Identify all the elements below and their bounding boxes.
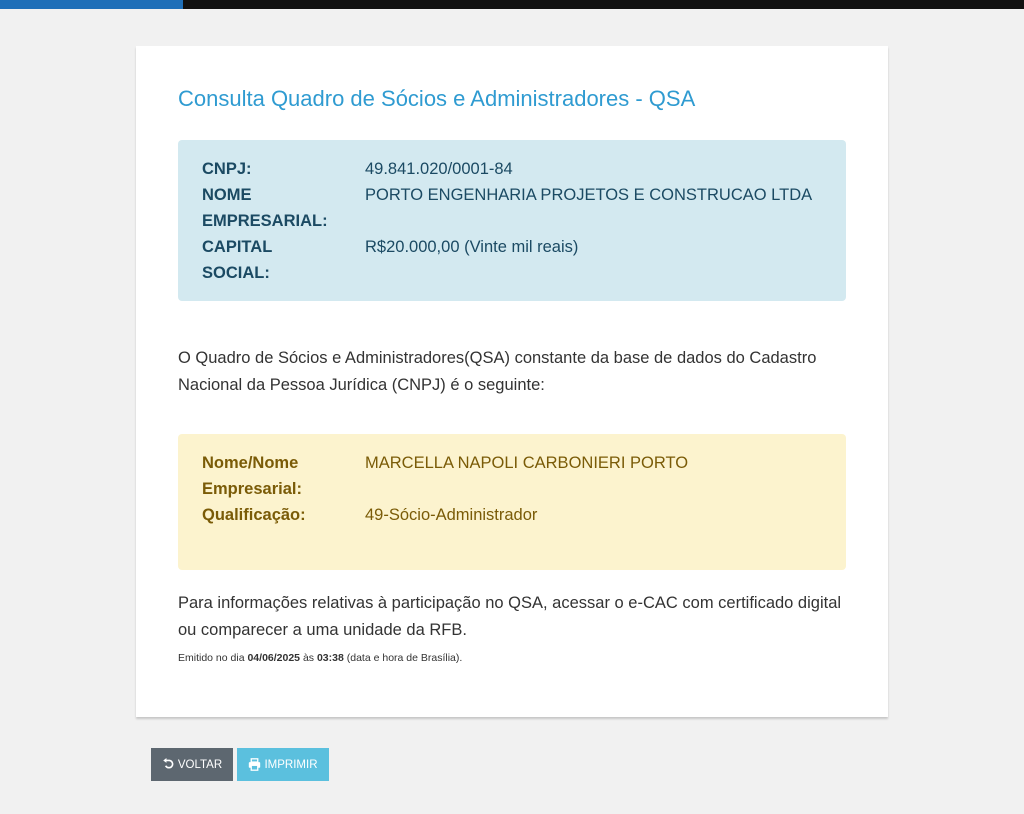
info-text: Para informações relativas à participação no QSA, acessar o e-CAC com certificado digital ou comparecer a uma unidade da RFB. — [178, 594, 842, 639]
partner-name-value: MARCELLA NAPOLI CARBONIERI PORTO — [365, 454, 689, 472]
company-info-box — [178, 140, 846, 301]
company-name-label — [202, 182, 342, 234]
partner-name-label-line2: Empresarial: — [202, 480, 302, 498]
partner-qualification-label: Qualificação: — [202, 506, 306, 524]
print-button[interactable] — [237, 748, 329, 781]
emitted-timestamp — [178, 652, 462, 664]
page-title: Consulta Quadro de Sócios e Administradores - QSA — [178, 86, 696, 111]
cnpj-value: 49.841.020/0001-84 — [365, 160, 513, 178]
capital-label — [202, 234, 342, 286]
emitted-suffix: (data e hora de Brasília). — [346, 652, 463, 664]
company-name-label-line1: NOME — [202, 186, 252, 204]
company-name-label-line2: EMPRESARIAL: — [202, 212, 328, 230]
company-name-value: PORTO ENGENHARIA PROJETOS E CONSTRUCAO LTDA — [365, 186, 813, 204]
partner-name-label — [202, 450, 342, 502]
intro-text: O Quadro de Sócios e Administradores(QSA) constante da base de dados do Cadastro Nacional da Pessoa Jurídica (CNPJ) é o seguinte: — [178, 349, 817, 394]
emitted-time: 03:38 — [316, 652, 344, 664]
top-bar-accent — [0, 0, 183, 9]
back-button[interactable] — [151, 748, 233, 781]
partner-name-label-line1: Nome/Nome — [202, 454, 299, 472]
print-button-label: IMPRIMIR — [264, 758, 318, 771]
back-button-label: VOLTAR — [177, 758, 223, 771]
capital-label-line1: CAPITAL — [202, 238, 273, 256]
capital-value: R$20.000,00 (Vinte mil reais) — [365, 238, 579, 256]
top-bar — [0, 0, 1024, 9]
emitted-date: 04/06/2025 — [247, 652, 301, 664]
partner-qualification-value: 49-Sócio-Administrador — [365, 506, 538, 524]
cnpj-label: CNPJ: — [202, 160, 252, 178]
emitted-prefix: Emitido no dia — [178, 652, 245, 664]
partner-box — [178, 434, 846, 570]
undo-icon — [162, 758, 175, 771]
print-icon — [248, 758, 261, 771]
qsa-card — [136, 46, 888, 717]
emitted-middle: às — [302, 652, 315, 664]
capital-label-line2: SOCIAL: — [202, 264, 270, 282]
